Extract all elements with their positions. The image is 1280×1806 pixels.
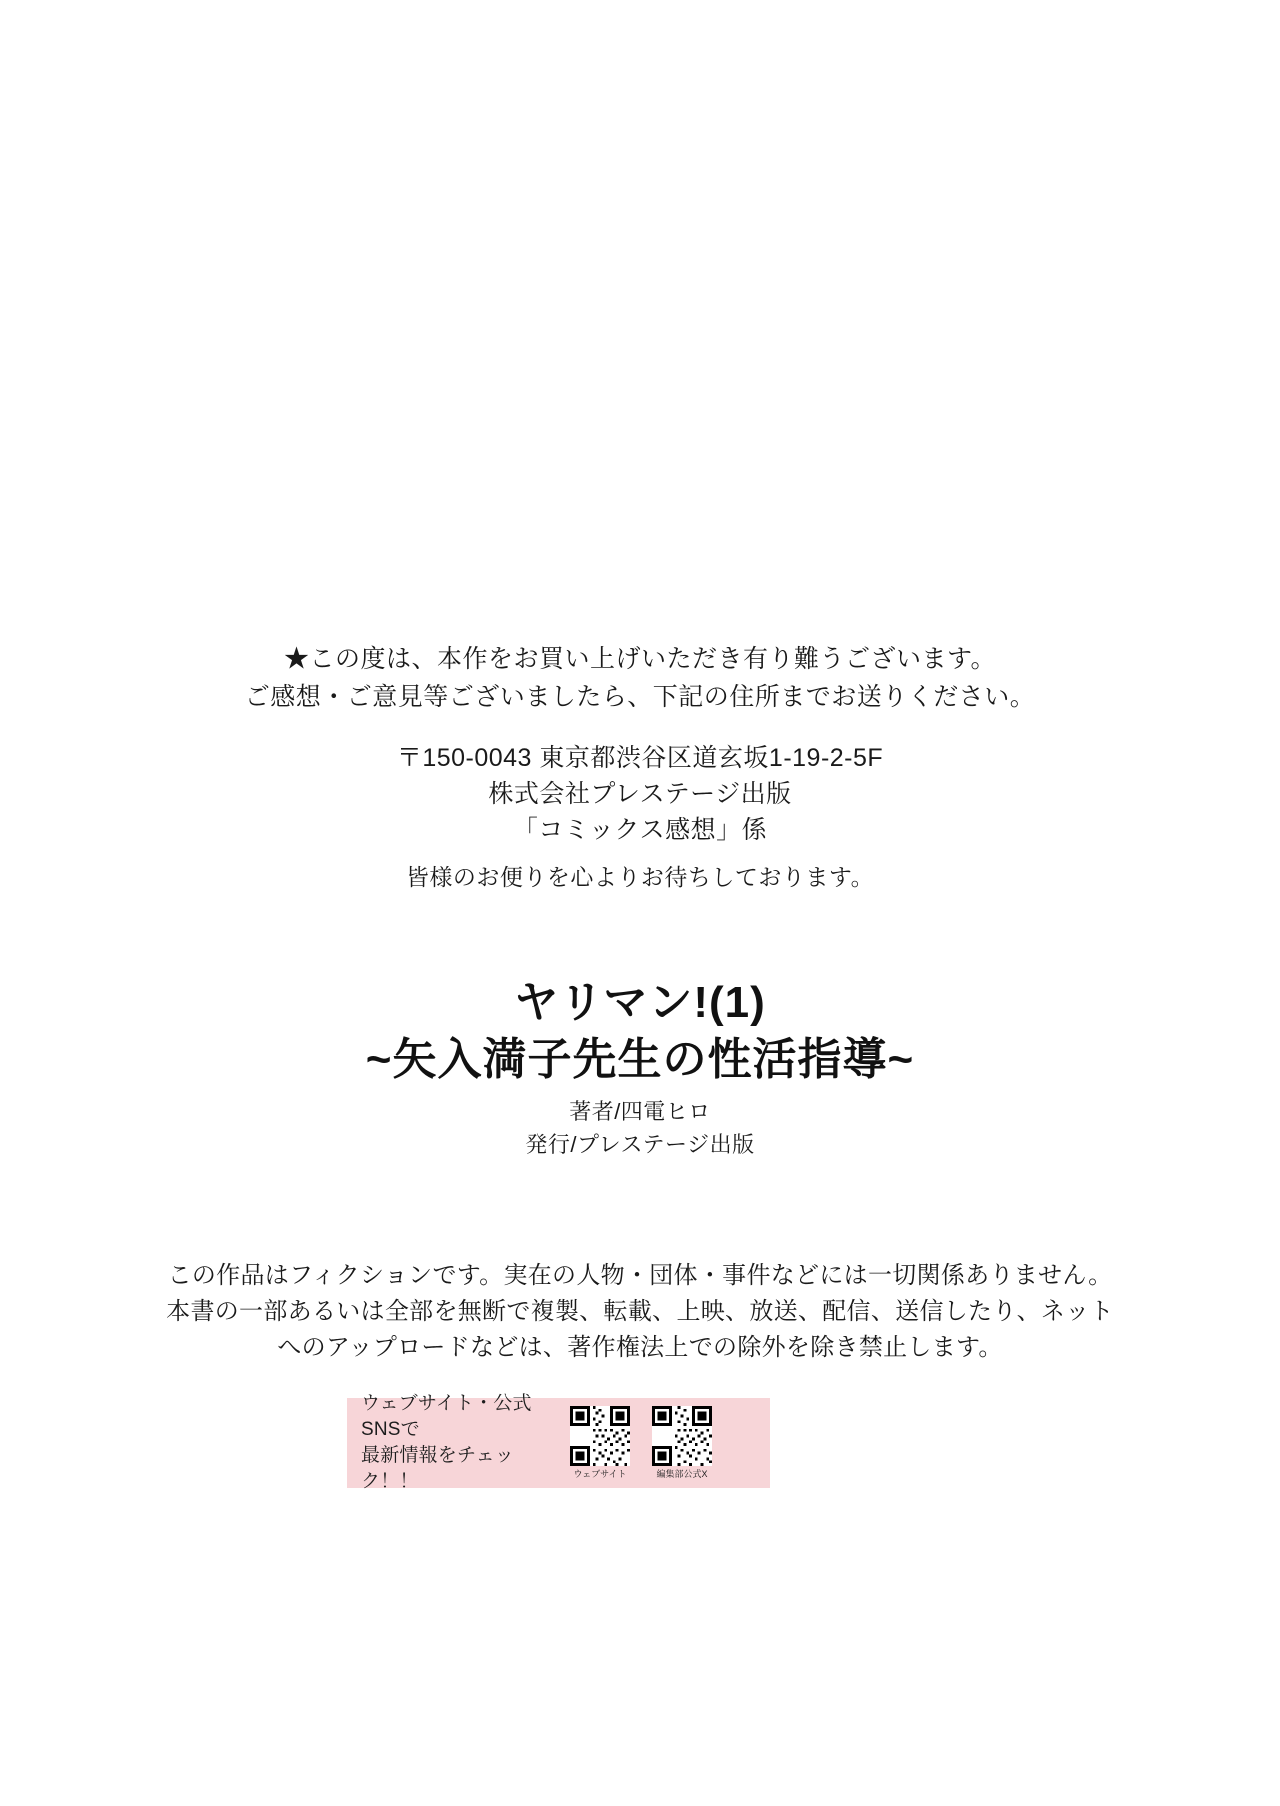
thanks-line-1: ★この度は、本作をお買い上げいただき有り難うございます。 xyxy=(283,645,996,673)
sns-banner-text-line-2: 最新情報をチェック！！ xyxy=(361,1445,515,1492)
book-title-main: ヤリマン!(1) xyxy=(514,978,766,1027)
qr-code-group xyxy=(566,1406,712,1480)
address-company-line: 株式会社プレステージ出版 xyxy=(488,780,792,808)
qr-caption-website: ウェブサイト xyxy=(573,1469,627,1479)
qr-item-editorial-x[interactable] xyxy=(652,1406,712,1480)
closing-line: 皆様のお便りを心よりお待ちしております。 xyxy=(405,864,875,890)
colophon-block xyxy=(0,975,1280,1161)
book-title-subtitle: ~矢入満子先生の性活指導~ xyxy=(365,1035,915,1084)
sns-banner-text-line-1: ウェブサイト・公式SNSで xyxy=(361,1393,532,1440)
thanks-block xyxy=(0,640,1280,716)
thanks-line-2: ご感想・ご意見等ございましたら、下記の住所までお送りください。 xyxy=(244,683,1036,711)
book-publisher: 発行/プレステージ出版 xyxy=(525,1132,755,1157)
address-postal-line: 〒150-0043 東京都渋谷区道玄坂1-19-2-5F xyxy=(396,744,884,772)
legal-line-3: へのアップロードなどは、著作権法上での除外を除き禁止します。 xyxy=(277,1334,1003,1361)
legal-notice-block xyxy=(0,1258,1280,1366)
sns-banner xyxy=(347,1393,770,1492)
legal-line-1: この作品はフィクションです。実在の人物・団体・事件などには一切関係ありません。 xyxy=(167,1262,1113,1289)
qr-caption-editorial-x: 編集部公式X xyxy=(656,1469,708,1479)
legal-line-2: 本書の一部あるいは全部を無断で複製、転載、上映、放送、配信、送信したり、ネット xyxy=(166,1298,1114,1325)
qr-code-editorial-x-icon[interactable] xyxy=(652,1406,712,1466)
address-department-line: 「コミックス感想」係 xyxy=(512,816,768,844)
qr-item-website[interactable] xyxy=(570,1406,630,1480)
closing-block xyxy=(0,860,1280,894)
book-author: 著者/四電ヒロ xyxy=(569,1099,711,1124)
sns-banner-text xyxy=(361,1391,566,1495)
qr-code-website-icon[interactable] xyxy=(570,1406,630,1466)
address-block xyxy=(0,740,1280,848)
